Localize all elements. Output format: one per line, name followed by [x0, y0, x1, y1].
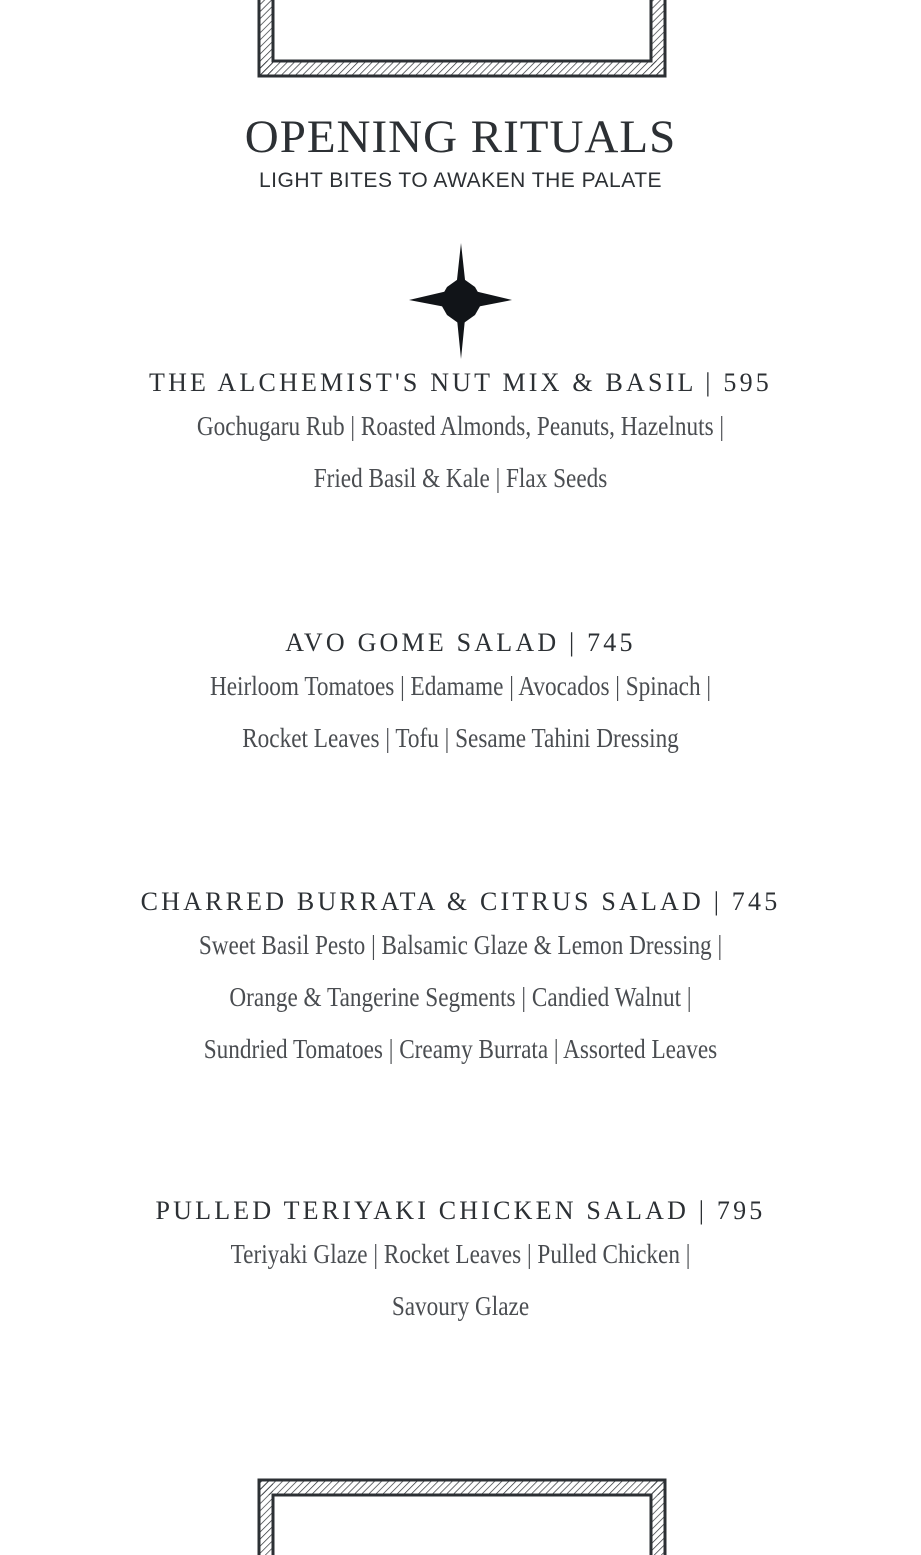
menu-item-description-line: Rocket Leaves | Tofu | Sesame Tahini Dressing [242, 723, 679, 753]
menu-item-description-line: Heirloom Tomatoes | Edamame | Avocados | Spinach | [209, 671, 712, 701]
menu-item-description-line: Sundried Tomatoes | Creamy Burrata | Assorted Leaves [203, 1034, 718, 1064]
menu-item-description-line: Orange & Tangerine Segments | Candied Walnut | [229, 982, 692, 1012]
menu-item [0, 885, 921, 1075]
bottom-frame-ornament [257, 1478, 667, 1555]
menu-item-name: THE ALCHEMIST'S NUT MIX & BASIL | 595 [148, 368, 773, 397]
menu-item [0, 1194, 921, 1332]
menu-item-name: CHARRED BURRATA & CITRUS SALAD | 745 [140, 887, 781, 916]
menu-item-description-line: Savoury Glaze [391, 1291, 530, 1321]
menu-item-description-line: Fried Basil & Kale | Flax Seeds [313, 463, 608, 493]
top-frame-ornament [257, 0, 667, 78]
section-subtitle: LIGHT BITES TO AWAKEN THE PALATE [258, 169, 663, 192]
menu-item [0, 626, 921, 764]
menu-item [0, 366, 921, 504]
menu-item-name: PULLED TERIYAKI CHICKEN SALAD | 795 [155, 1196, 766, 1225]
section-title: OPENING RITUALS [244, 111, 677, 163]
menu-item-name: AVO GOME SALAD | 745 [285, 628, 636, 657]
menu-item-description-line: Gochugaru Rub | Roasted Almonds, Peanuts, Hazelnuts | [196, 411, 725, 441]
menu-item-description-line: Teriyaki Glaze | Rocket Leaves | Pulled Chicken | [230, 1239, 691, 1269]
four-point-star-icon [405, 243, 517, 359]
section-header [0, 108, 921, 195]
menu-item-description-line: Sweet Basil Pesto | Balsamic Glaze & Lemon Dressing | [198, 930, 723, 960]
